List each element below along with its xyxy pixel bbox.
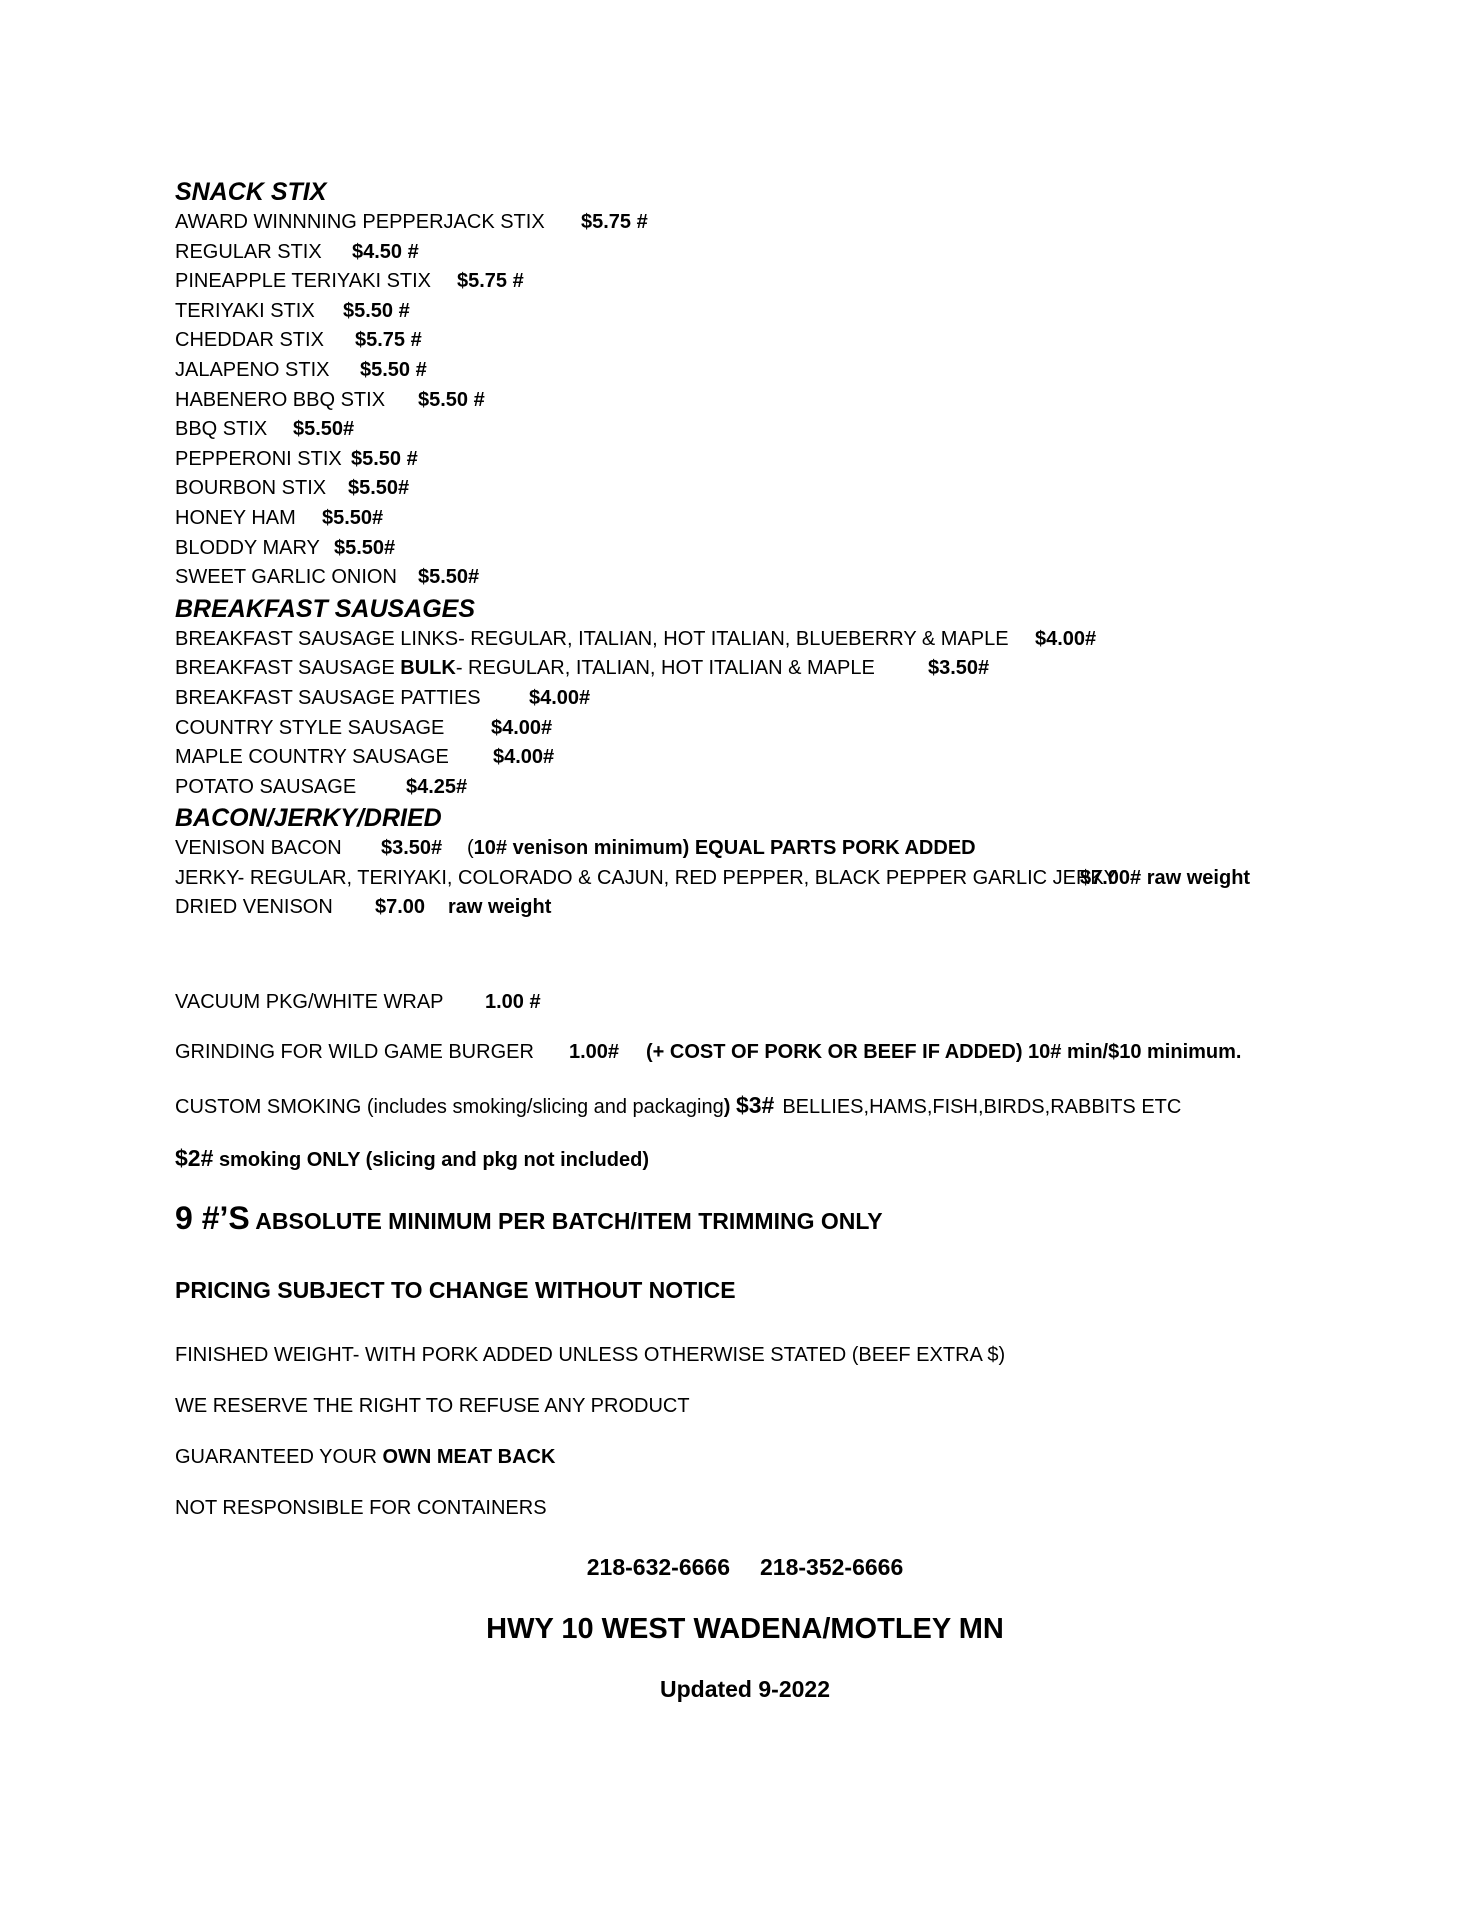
- list-item: TERIYAKI STIX $5.50 #: [175, 299, 410, 322]
- notice-containers: NOT RESPONSIBLE FOR CONTAINERS: [175, 1497, 547, 1519]
- list-item: JERKY- REGULAR, TERIYAKI, COLORADO & CAJUN, RED PEPPER, BLACK PEPPER GARLIC JERKY$7.00# raw weight: [175, 866, 1251, 889]
- notice-pricing: PRICING SUBJECT TO CHANGE WITHOUT NOTICE: [175, 1277, 736, 1303]
- list-item: SWEET GARLIC ONION $5.50#: [175, 566, 480, 589]
- footer-phones: [175, 1552, 1315, 1582]
- list-item: PEPPERONI STIX $5.50 #: [175, 447, 418, 470]
- list-item: PINEAPPLE TERIYAKI STIX $5.75 #: [175, 270, 524, 293]
- section-title-snack-stix: SNACK STIX: [175, 178, 327, 206]
- notice-guarantee: GUARANTEED YOUR OWN MEAT BACK: [175, 1446, 556, 1468]
- notice-reserve: WE RESERVE THE RIGHT TO REFUSE ANY PRODUCT: [175, 1395, 690, 1417]
- list-item: BLODDY MARY $5.50#: [175, 536, 396, 559]
- section-title-breakfast-sausages: BREAKFAST SAUSAGES: [175, 594, 476, 623]
- list-item: BBQ STIX $5.50#: [175, 418, 355, 441]
- list-item: BREAKFAST SAUSAGE BULK- REGULAR, ITALIAN, HOT ITALIAN & MAPLE $3.50#: [175, 657, 990, 680]
- service-smoking: CUSTOM SMOKING (includes smoking/slicing and packaging) $3# BELLIES,HAMS,FISH,BIRDS,RABBITS ETC: [175, 1092, 1182, 1118]
- list-item: HABENERO BBQ STIX $5.50 #: [175, 388, 485, 411]
- list-item: BOURBON STIX $5.50#: [175, 477, 410, 500]
- service-vacuum: VACUUM PKG/WHITE WRAP 1.00 #: [175, 991, 541, 1013]
- phone-number-2: 218-352-6666: [760, 1554, 904, 1580]
- notice-minimum: 9 #’S ABSOLUTE MINIMUM PER BATCH/ITEM TRIMMING ONLY: [175, 1200, 883, 1236]
- list-item: REGULAR STIX $4.50 #: [175, 240, 419, 263]
- list-item: CHEDDAR STIX $5.75 #: [175, 329, 422, 352]
- footer-updated: Updated 9-2022: [659, 1676, 830, 1702]
- list-item: COUNTRY STYLE SAUSAGE $4.00#: [175, 716, 553, 739]
- list-item: HONEY HAM $5.50#: [175, 506, 384, 529]
- service-grinding: GRINDING FOR WILD GAME BURGER 1.00# (+ COST OF PORK OR BEEF IF ADDED) 10# min/$10 minimum.: [175, 1041, 1242, 1063]
- list-item: BREAKFAST SAUSAGE PATTIES $4.00#: [175, 686, 591, 709]
- section-title-bacon-jerky-dried: BACON/JERKY/DRIED: [175, 804, 442, 833]
- notice-finished-weight: FINISHED WEIGHT- WITH PORK ADDED UNLESS OTHERWISE STATED (BEEF EXTRA $): [175, 1344, 1006, 1366]
- list-item: POTATO SAUSAGE $4.25#: [175, 775, 468, 798]
- list-item: BREAKFAST SAUSAGE LINKS- REGULAR, ITALIAN, HOT ITALIAN, BLUEBERRY & MAPLE $4.00#: [175, 627, 1097, 650]
- footer-location: HWY 10 WEST WADENA/MOTLEY MN: [486, 1613, 1004, 1645]
- list-item: JALAPENO STIX $5.50 #: [175, 358, 427, 381]
- phone-number-1: 218-632-6666: [586, 1554, 730, 1580]
- section-snack-stix: [175, 176, 1250, 923]
- list-item: AWARD WINNNING PEPPERJACK STIX $5.75 #: [175, 211, 648, 233]
- list-item: MAPLE COUNTRY SAUSAGE $4.00#: [175, 746, 555, 769]
- list-item: VENISON BACON $3.50# (10# venison minimum) EQUAL PARTS PORK ADDED: [175, 837, 976, 860]
- list-item: DRIED VENISON $7.00 raw weight: [175, 896, 552, 919]
- service-smoking-only: $2# smoking ONLY (slicing and pkg not included): [175, 1145, 649, 1171]
